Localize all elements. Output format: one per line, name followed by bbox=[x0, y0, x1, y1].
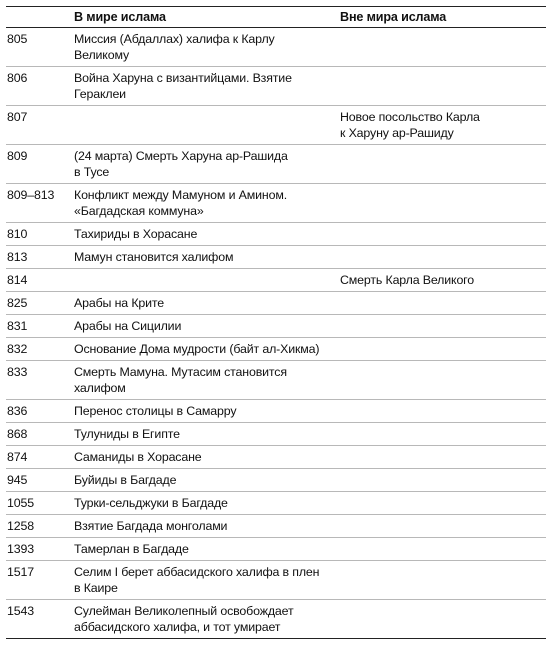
header-year bbox=[6, 7, 74, 28]
year-cell bbox=[6, 492, 74, 515]
outside-islam-cell bbox=[340, 269, 546, 292]
outside-islam-cell bbox=[340, 338, 546, 361]
table-row bbox=[6, 338, 546, 361]
table-row bbox=[6, 269, 546, 292]
outside-islam-cell bbox=[340, 446, 546, 469]
outside-islam-cell-text: Новое посольство Карла к Харуну ар-Рашиду bbox=[340, 110, 480, 140]
outside-islam-cell bbox=[340, 145, 546, 184]
year-cell-text: 805 bbox=[7, 32, 28, 46]
table-body bbox=[6, 28, 546, 639]
outside-islam-cell bbox=[340, 469, 546, 492]
header-in-islam: В мире ислама bbox=[74, 7, 340, 28]
in-islam-cell bbox=[74, 561, 340, 600]
in-islam-cell-text: Миссия (Абдаллах) халифа к Карлу Великому bbox=[74, 32, 275, 62]
year-cell bbox=[6, 561, 74, 600]
in-islam-cell-text: Основание Дома мудрости (байт ал-Хикма) bbox=[74, 342, 320, 356]
year-cell-text: 1393 bbox=[7, 542, 34, 556]
outside-islam-cell-text: Смерть Карла Великого bbox=[340, 273, 475, 287]
outside-islam-cell bbox=[340, 315, 546, 338]
year-cell-text: 868 bbox=[7, 427, 28, 441]
year-cell-text: 809 bbox=[7, 149, 28, 163]
in-islam-cell bbox=[74, 361, 340, 400]
in-islam-cell-text: Тамерлан в Багдаде bbox=[74, 542, 189, 556]
in-islam-cell bbox=[74, 246, 340, 269]
in-islam-cell-text: Саманиды в Хорасане bbox=[74, 450, 202, 464]
year-cell-text: 836 bbox=[7, 404, 28, 418]
table-row bbox=[6, 145, 546, 184]
year-cell bbox=[6, 67, 74, 106]
year-cell-text: 832 bbox=[7, 342, 28, 356]
year-cell bbox=[6, 315, 74, 338]
in-islam-cell-text: Селим I берет аббасидского халифа в плен в Каире bbox=[74, 565, 320, 595]
in-islam-cell bbox=[74, 269, 340, 292]
in-islam-cell-text: Смерть Мамуна. Мутасим становится халифом bbox=[74, 365, 287, 395]
table-row bbox=[6, 515, 546, 538]
in-islam-cell-text: Взятие Багдада монголами bbox=[74, 519, 228, 533]
outside-islam-cell bbox=[340, 515, 546, 538]
in-islam-cell-text: Буйиды в Багдаде bbox=[74, 473, 177, 487]
table-row bbox=[6, 223, 546, 246]
header-row bbox=[6, 7, 546, 28]
year-cell bbox=[6, 400, 74, 423]
year-cell bbox=[6, 269, 74, 292]
year-cell bbox=[6, 145, 74, 184]
in-islam-cell bbox=[74, 446, 340, 469]
year-cell-text: 1543 bbox=[7, 604, 34, 618]
year-cell bbox=[6, 338, 74, 361]
in-islam-cell bbox=[74, 223, 340, 246]
in-islam-cell-text: Турки-сельджуки в Багдаде bbox=[74, 496, 228, 510]
year-cell bbox=[6, 28, 74, 67]
year-cell bbox=[6, 446, 74, 469]
table-row bbox=[6, 28, 546, 67]
table-row bbox=[6, 292, 546, 315]
year-cell-text: 874 bbox=[7, 450, 28, 464]
in-islam-cell bbox=[74, 423, 340, 446]
year-cell-text: 831 bbox=[7, 319, 28, 333]
table-row bbox=[6, 469, 546, 492]
year-cell bbox=[6, 223, 74, 246]
outside-islam-cell bbox=[340, 361, 546, 400]
in-islam-cell bbox=[74, 315, 340, 338]
table-row bbox=[6, 67, 546, 106]
year-cell bbox=[6, 538, 74, 561]
in-islam-cell-text: Война Харуна с византийцами. Взятие Гераклеи bbox=[74, 71, 292, 101]
table-row bbox=[6, 492, 546, 515]
outside-islam-cell bbox=[340, 600, 546, 639]
outside-islam-cell bbox=[340, 223, 546, 246]
year-cell bbox=[6, 423, 74, 446]
in-islam-cell-text: Конфликт между Мамуном и Амином. «Багдадская коммуна» bbox=[74, 188, 287, 218]
table-row bbox=[6, 600, 546, 639]
in-islam-cell bbox=[74, 28, 340, 67]
table-row bbox=[6, 446, 546, 469]
table-row bbox=[6, 246, 546, 269]
outside-islam-cell bbox=[340, 400, 546, 423]
in-islam-cell-text: Арабы на Крите bbox=[74, 296, 165, 310]
year-cell-text: 833 bbox=[7, 365, 28, 379]
year-cell bbox=[6, 361, 74, 400]
table-row bbox=[6, 423, 546, 446]
year-cell bbox=[6, 106, 74, 145]
in-islam-cell bbox=[74, 145, 340, 184]
year-cell-text: 1258 bbox=[7, 519, 34, 533]
table-row bbox=[6, 184, 546, 223]
in-islam-cell bbox=[74, 515, 340, 538]
in-islam-cell bbox=[74, 492, 340, 515]
outside-islam-cell bbox=[340, 67, 546, 106]
year-cell-text: 825 bbox=[7, 296, 28, 310]
outside-islam-cell bbox=[340, 423, 546, 446]
outside-islam-cell bbox=[340, 292, 546, 315]
outside-islam-cell bbox=[340, 538, 546, 561]
in-islam-cell-text: Перенос столицы в Самарру bbox=[74, 404, 237, 418]
year-cell-text: 814 bbox=[7, 273, 28, 287]
table-row bbox=[6, 361, 546, 400]
in-islam-cell bbox=[74, 67, 340, 106]
year-cell-text: 810 bbox=[7, 227, 28, 241]
header-outside-islam: Вне мира ислама bbox=[340, 7, 546, 28]
in-islam-cell bbox=[74, 106, 340, 145]
table-row bbox=[6, 561, 546, 600]
table-header bbox=[6, 7, 546, 28]
year-cell bbox=[6, 515, 74, 538]
outside-islam-cell bbox=[340, 28, 546, 67]
table-row bbox=[6, 400, 546, 423]
year-cell bbox=[6, 184, 74, 223]
in-islam-cell bbox=[74, 184, 340, 223]
year-cell-text: 1055 bbox=[7, 496, 34, 510]
year-cell-text: 807 bbox=[7, 110, 28, 124]
year-cell bbox=[6, 600, 74, 639]
in-islam-cell bbox=[74, 469, 340, 492]
year-cell-text: 806 bbox=[7, 71, 28, 85]
in-islam-cell bbox=[74, 600, 340, 639]
year-cell bbox=[6, 469, 74, 492]
table-row bbox=[6, 106, 546, 145]
year-cell-text: 945 bbox=[7, 473, 28, 487]
year-cell-text: 809–813 bbox=[7, 188, 55, 202]
in-islam-cell bbox=[74, 292, 340, 315]
outside-islam-cell bbox=[340, 246, 546, 269]
outside-islam-cell bbox=[340, 106, 546, 145]
in-islam-cell-text: (24 марта) Смерть Харуна ар-Рашида в Тусе bbox=[74, 149, 288, 179]
in-islam-cell-text: Тулуниды в Египте bbox=[74, 427, 180, 441]
outside-islam-cell bbox=[340, 184, 546, 223]
in-islam-cell-text: Арабы на Сицилии bbox=[74, 319, 182, 333]
year-cell bbox=[6, 292, 74, 315]
year-cell bbox=[6, 246, 74, 269]
table-row bbox=[6, 538, 546, 561]
outside-islam-cell bbox=[340, 492, 546, 515]
in-islam-cell bbox=[74, 338, 340, 361]
in-islam-cell-text: Тахириды в Хорасане bbox=[74, 227, 198, 241]
in-islam-cell bbox=[74, 538, 340, 561]
year-cell-text: 1517 bbox=[7, 565, 34, 579]
year-cell-text: 813 bbox=[7, 250, 28, 264]
in-islam-cell-text: Мамун становится халифом bbox=[74, 250, 234, 264]
table-row bbox=[6, 315, 546, 338]
outside-islam-cell bbox=[340, 561, 546, 600]
in-islam-cell-text: Сулейман Великолепный освобождает аббасидского халифа, и тот умирает bbox=[74, 604, 294, 634]
in-islam-cell bbox=[74, 400, 340, 423]
chronology-table bbox=[6, 6, 546, 639]
